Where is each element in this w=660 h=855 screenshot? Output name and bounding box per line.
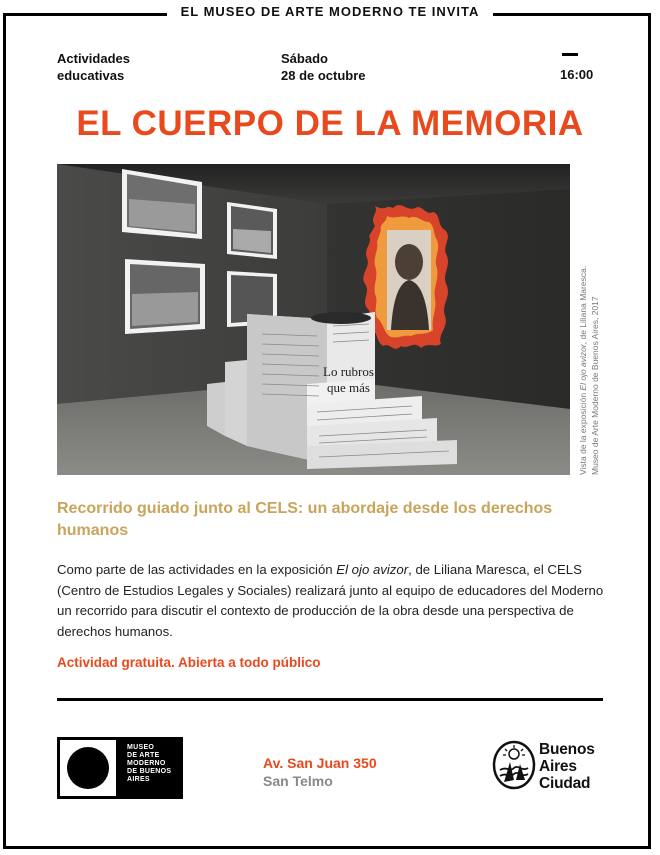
buenos-aires-city-logo — [492, 740, 612, 800]
museum-logo-circle-box — [57, 737, 119, 799]
caption-line-2: Museo de Arte Moderno de Buenos Aires, 2017 — [590, 296, 600, 475]
event-title: EL CUERPO DE LA MEMORIA — [76, 104, 584, 143]
event-category — [57, 50, 130, 84]
event-date — [281, 50, 366, 84]
description-pre: Como parte de las actividades en la exposición — [57, 562, 337, 577]
time-dash — [562, 53, 578, 56]
museum-logo — [57, 737, 183, 799]
city-seal-icon — [492, 740, 536, 790]
exhibition-photo-illustration — [57, 164, 570, 475]
caption-line-1-post: , de Liliana Maresca. — [578, 265, 588, 345]
museum-logo-circle-icon — [67, 747, 109, 789]
city-logo-line-1: Buenos — [539, 741, 595, 758]
category-line-2: educativas — [57, 68, 125, 83]
exhibition-photo — [57, 164, 570, 475]
footer-divider — [57, 698, 603, 701]
museum-logo-text — [119, 737, 183, 799]
city-logo-line-2: Aires — [539, 758, 577, 775]
caption-line-1 — [577, 164, 589, 475]
wall-photo-2 — [227, 202, 277, 259]
free-activity-note: Actividad gratuita. Abierta a todo público — [57, 655, 321, 670]
description-post: , de Liliana Maresca, el CELS (Centro de Estudios Legales y Sociales) realizará junto al equipo de educadores del Moderno un recorrido para discutir el contexto de producción de la obra desde una perspectiva de derechos humanos. — [57, 562, 604, 639]
photo-caption — [577, 164, 605, 475]
event-time-text: 16:00 — [560, 67, 594, 82]
sculpture-text-2: que más — [327, 380, 370, 395]
activity-subtitle: Recorrido guiado junto al CELS: un abordaje desde los derechos humanos — [57, 500, 553, 539]
museum-logo-line-2: DE ARTE — [127, 752, 160, 759]
category-line-1: Actividades — [57, 51, 130, 66]
caption-line-1-pre: Vista de la exposición — [578, 390, 588, 475]
event-date-text: 28 de octubre — [281, 68, 366, 83]
city-logo-text — [539, 741, 595, 792]
sculpture-text-1: Lo rubros — [323, 364, 374, 379]
activity-description — [57, 560, 617, 642]
city-logo-line-3: Ciudad — [539, 775, 591, 792]
venue-address — [263, 754, 377, 790]
wall-photo-3 — [125, 259, 205, 334]
invitation-banner — [0, 0, 660, 21]
museum-logo-line-1: MUSEO — [127, 744, 155, 751]
event-day: Sábado — [281, 51, 328, 66]
address-neighborhood: San Telmo — [263, 773, 333, 789]
event-time — [560, 50, 605, 82]
caption-line-1-italic: El ojo avizor — [578, 344, 588, 391]
address-street: Av. San Juan 350 — [263, 755, 377, 771]
banner-text: EL MUSEO DE ARTE MODERNO TE INVITA — [167, 0, 494, 19]
museum-logo-line-5: AIRES — [127, 776, 150, 783]
flame-portrait — [363, 205, 448, 349]
description-italic: El ojo avizor — [336, 562, 409, 577]
museum-logo-line-3: MODERNO — [127, 760, 166, 767]
museum-logo-line-4: DE BUENOS — [127, 768, 172, 775]
